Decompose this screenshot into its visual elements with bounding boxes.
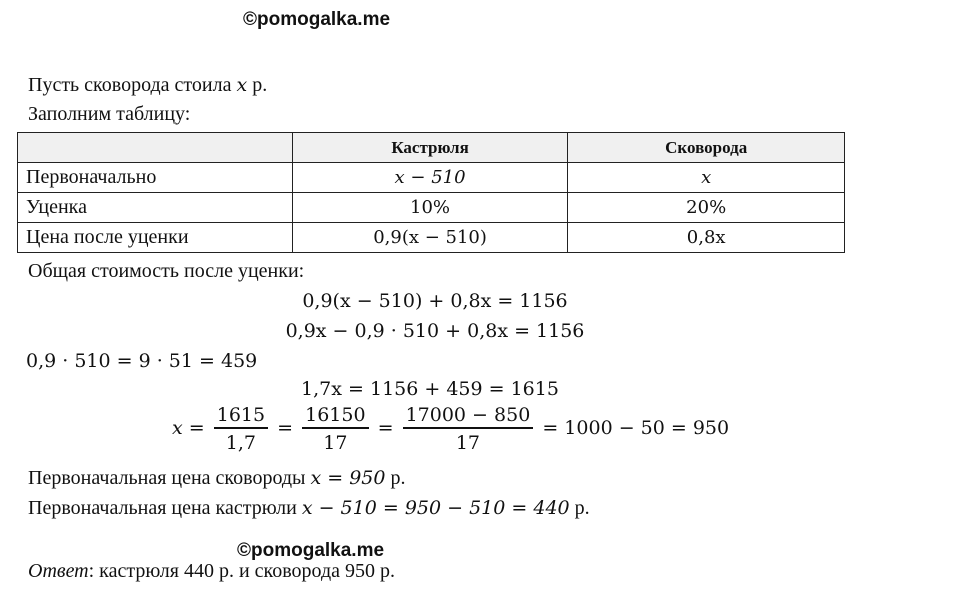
equation-1: 0,9(x − 510) + 0,8x = 1156 xyxy=(302,290,568,312)
table-cell: x xyxy=(568,163,845,193)
conclusion-2-unit: р. xyxy=(574,497,590,519)
conclusion-1 xyxy=(28,467,405,490)
equation-5 xyxy=(172,404,729,454)
table-cell: Уценка xyxy=(18,193,293,223)
intro-line-2: Заполним таблицу: xyxy=(28,103,191,125)
eq5-lhs: x = xyxy=(172,416,205,439)
equation-3: 0,9 · 510 = 9 · 51 = 459 xyxy=(26,350,258,372)
price-table xyxy=(17,132,845,253)
table-cell: 20% xyxy=(568,193,845,223)
fraction-1-numerator: 1615 xyxy=(216,404,266,426)
intro-variable: x xyxy=(236,74,248,96)
conclusion-1-unit: р. xyxy=(390,467,406,489)
answer-line xyxy=(28,560,395,583)
table-cell: 0,8x xyxy=(568,223,845,253)
table-cell: 0,9(x − 510) xyxy=(292,223,568,253)
watermark-bottom: ©pomogalka.me xyxy=(237,540,385,561)
table-row xyxy=(18,193,845,223)
conclusion-2-math: x − 510 = 950 − 510 = 440 xyxy=(301,497,570,519)
total-cost-label: Общая стоимость после уценки: xyxy=(28,260,305,282)
table-header-row xyxy=(18,133,845,163)
fraction-3 xyxy=(403,404,534,454)
fraction-3-numerator: 17000 − 850 xyxy=(405,404,531,426)
conclusion-2-text: Первоначальная цена кастрюли xyxy=(28,497,297,519)
table-header-cell: Сковорода xyxy=(568,133,845,163)
table-header-cell: Кастрюля xyxy=(292,133,568,163)
eq5-equals-a: = xyxy=(277,416,294,439)
table-cell: Первоначально xyxy=(18,163,293,193)
fraction-2-denominator: 17 xyxy=(323,431,348,454)
equation-2: 0,9x − 0,9 · 510 + 0,8x = 1156 xyxy=(285,320,585,342)
intro-line-1 xyxy=(28,74,267,97)
answer-label: Ответ xyxy=(28,560,89,582)
intro-text: Пусть сковорода стоила xyxy=(28,74,232,96)
fraction-1-denominator: 1,7 xyxy=(225,431,257,454)
conclusion-2 xyxy=(28,497,590,520)
watermark-top: ©pomogalka.me xyxy=(243,9,391,30)
intro-unit: р. xyxy=(252,74,268,96)
eq5-equals-b: = xyxy=(377,416,394,439)
table-cell: Цена после уценки xyxy=(18,223,293,253)
fraction-1 xyxy=(214,404,268,454)
table-cell: 10% xyxy=(292,193,568,223)
table-header-cell xyxy=(18,133,293,163)
fraction-2 xyxy=(302,404,368,454)
fraction-3-denominator: 17 xyxy=(455,431,481,454)
conclusion-1-math: x = 950 xyxy=(310,467,386,489)
conclusion-1-text: Первоначальная цена сковороды xyxy=(28,467,306,489)
table-row xyxy=(18,223,845,253)
fraction-2-numerator: 16150 xyxy=(305,404,366,426)
eq5-tail: = 1000 − 50 = 950 xyxy=(542,416,730,439)
answer-text: : кастрюля 440 р. и сковорода 950 р. xyxy=(88,560,396,582)
equation-4: 1,7x = 1156 + 459 = 1615 xyxy=(301,378,559,400)
table-cell: x − 510 xyxy=(292,163,568,193)
table-row xyxy=(18,163,845,193)
